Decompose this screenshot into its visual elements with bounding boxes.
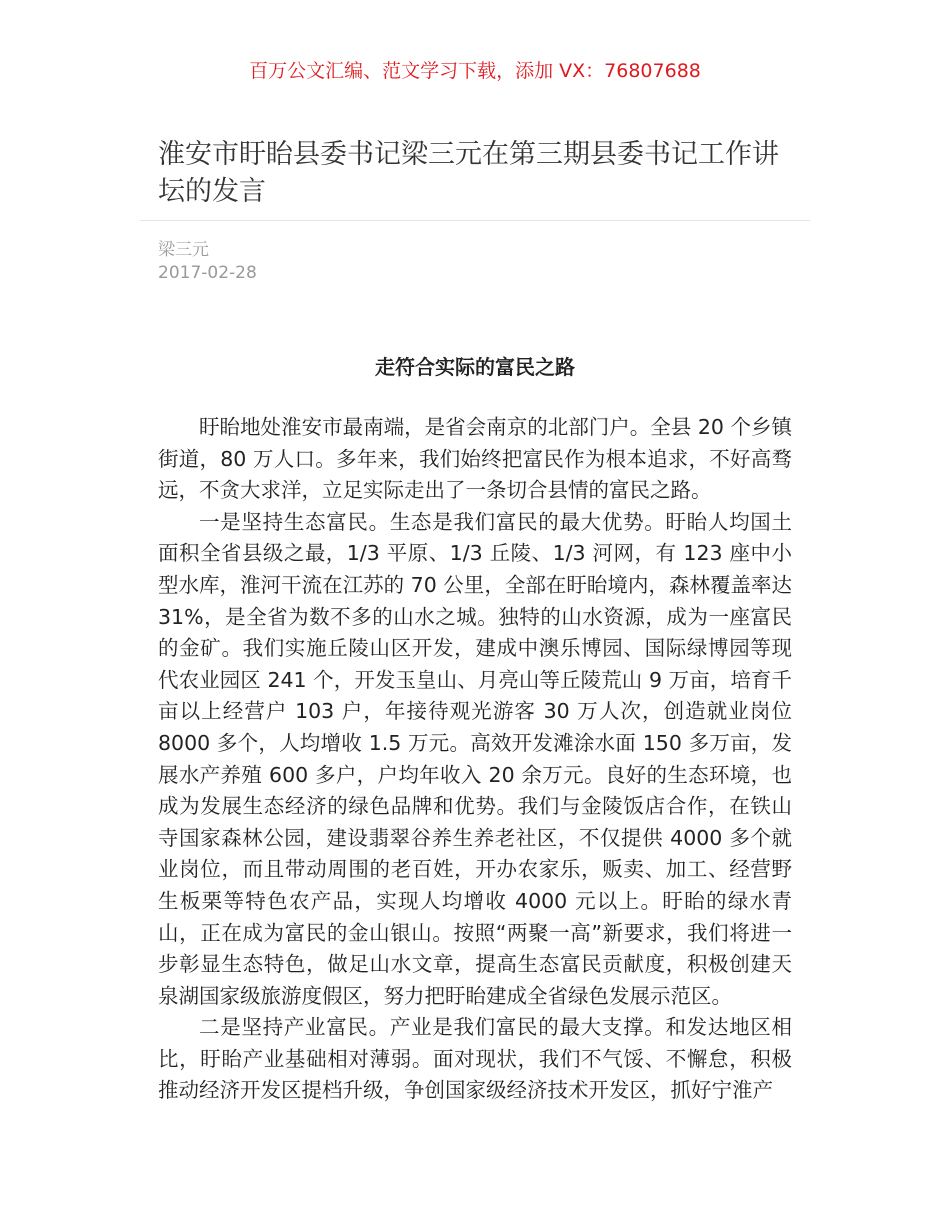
title-divider — [140, 220, 810, 221]
article-author: 梁三元 — [158, 240, 209, 260]
article-meta — [158, 239, 257, 285]
section-heading: 走符合实际的富民之路 — [375, 355, 575, 379]
promo-banner: 百万公文汇编、范文学习下载，添加 VX：76807688 — [249, 60, 701, 82]
paragraph: 二是坚持产业富民。产业是我们富民的最大支撑。和发达地区相比，盱眙产业基础相对薄弱。面对现状，我们不气馁、不懈怠，积极推动经济开发区提档升级，争创国家级经济技术开发区，抓好宁淮产 — [158, 1015, 792, 1103]
article-date: 2017-02-28 — [158, 263, 257, 283]
article-title: 淮安市盱眙县委书记梁三元在第三期县委书记工作讲坛的发言 — [158, 139, 779, 207]
paragraph: 一是坚持生态富民。生态是我们富民的最大优势。盱眙人均国土面积全省县级之最，1/3 平原、1/3 丘陵、1/3 河网，有 123 座中小型水库，淮河干流在江苏的 70 公里，全部在盱眙境内，森林覆盖率达 31%，是全省为数不多的山水之城。独特的山水资源，成为一座富民的金矿。我们实施丘陵山区开发，建成中澳乐博园、国际绿博园等现代农业园区 241 个，开发玉皇山、月亮山等丘陵荒山 9 万亩，培育千亩以上经营户 103 户，年接待观光游客 30 万人次，创造就业岗位 8000 多个，人均增收 1.5 万元。高效开发滩涂水面 150 多万亩，发展水产养殖 600 多户，户均年收入 20 余万元。良好的生态环境，也成为发展生态经济的绿色品牌和优势。我们与金陵饭店合作，在铁山寺国家森林公园，建设翡翠谷养生养老社区，不仅提供 4000 多个就业岗位，而且带动周围的老百姓，开办农家乐，贩卖、加工、经营野生板栗等特色农产品，实现人均增收 4000 元以上。盱眙的绿水青山，正在成为富民的金山银山。按照“两聚一高”新要求，我们将进一步彰显生态特色，做足山水文章，提高生态富民贡献度，积极创建天泉湖国家级旅游度假区，努力把盱眙建成全省绿色发展示范区。 — [158, 509, 792, 1008]
paragraph: 盱眙地处淮安市最南端，是省会南京的北部门户。全县 20 个乡镇街道，80 万人口。多年来，我们始终把富民作为根本追求，不好高骛远，不贪大求洋，立足实际走出了一条切合县情的富民之路。 — [158, 415, 792, 503]
article-body — [158, 412, 792, 1107]
